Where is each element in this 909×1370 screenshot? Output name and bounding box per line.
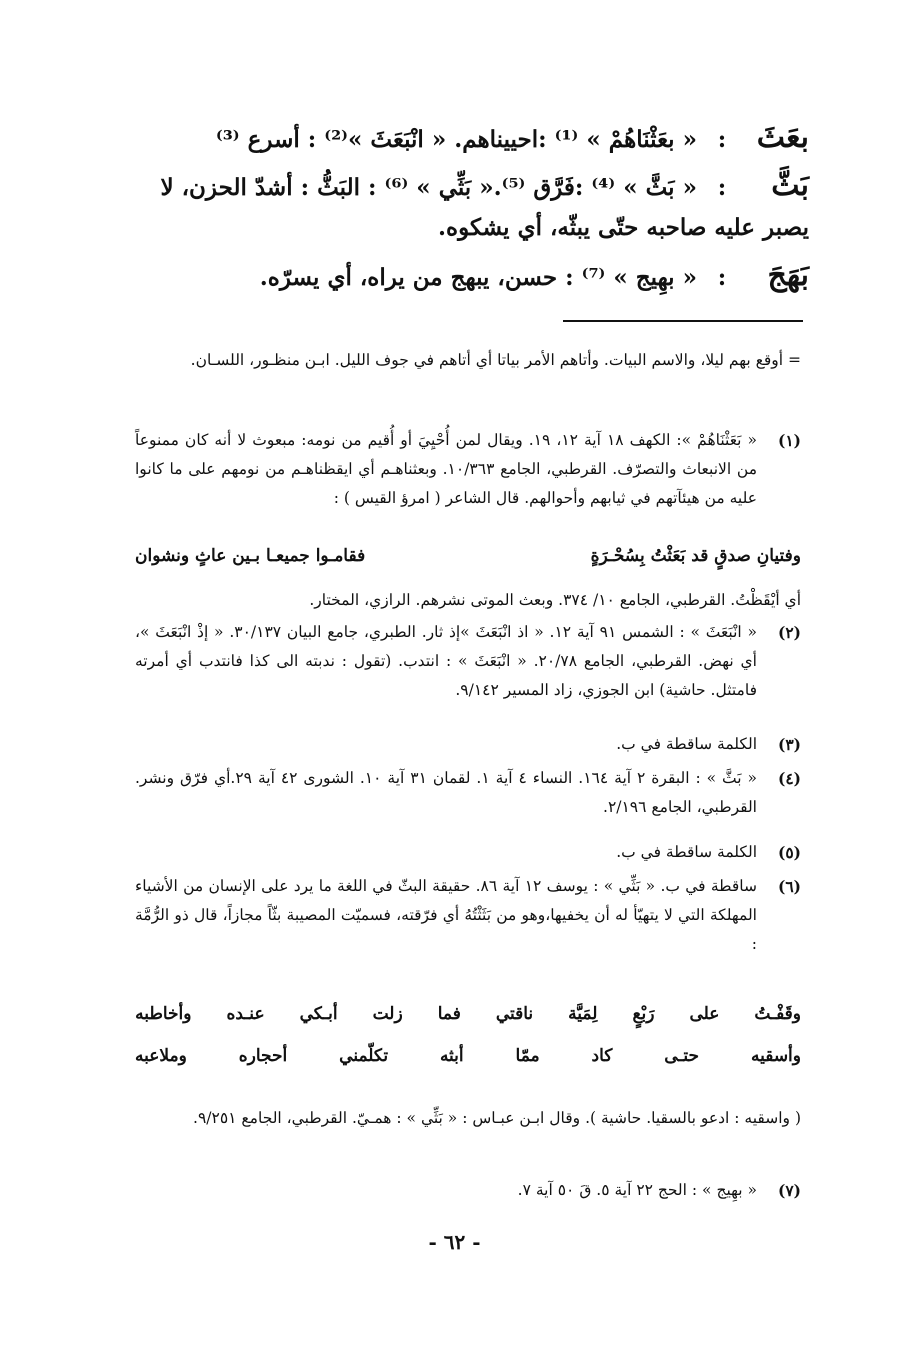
footnote-6-after-verse: ( واسقيه : ادعو بالسقيا. حاشية ). وقال ابـن عبـاس : « بَثِّي » : همـيّ. القرطبي، الجامع ٩/٢٥١. <box>193 1109 801 1127</box>
entry-colon: : <box>717 174 727 201</box>
verse-word: وملاعبه <box>135 1046 187 1066</box>
footnote-number: (٢) <box>777 623 801 642</box>
verse-word: لِمَيَّة <box>568 1004 598 1024</box>
footnote-text: الكلمة ساقطة في ب. <box>616 735 757 753</box>
footnote-text: « بَعَثْنَاهُمْ »: الكهف ١٨ آية ١٢، ١٩. ويقال لمن أُحْيِيَ أو أُقيم من نومه: مبعوث لا أنه كان ممنوعاً من الانبعاث والتصرّف. القرطبي، الجامع ١٠/٣٦٣. وبعثناهـم أي ايقظناهـم من نومهم على ما كانوا عليه من هيئآتهم في ثيابهم وأحوالهم. قال الشاعر ( امرؤ القيس ) : <box>135 431 757 507</box>
footnote-text: « بهِيج » : الحج ٢٢ آية ٥. قَ ٥٠ آية ٧. <box>517 1181 757 1199</box>
footnote-1-after-verse: أي أيْقَظْتُ. القرطبي، الجامع ١٠/ ٣٧٤. وبعث الموتى نشرهم. الرازي، المختار. <box>309 591 801 609</box>
footnote-1 <box>135 426 801 513</box>
footnote-4 <box>135 764 801 822</box>
verse-hemistich-2: فقامـوا جميعـا بـين عاثٍ ونشوان <box>135 546 366 566</box>
verse-word: أحجاره <box>238 1046 288 1066</box>
footnote-text: « بَثَّ » : البقرة ٢ آية ١٦٤. النساء ٤ آية ١. لقمان ٣١ آية ١٠. الشورى ٤٢ آية ٢٩.أي فرّق ونشر. القرطبي، الجامع ٢/١٩٦. <box>135 769 758 816</box>
verse-word: أبـكي <box>299 1004 338 1024</box>
entry-text: « بهِيج » ⁽⁷⁾ : حسن، يبهج من يراه، أي يسرّه. <box>259 264 697 291</box>
footnote-text: الكلمة ساقطة في ب. <box>616 843 757 861</box>
footnote-number: (١) <box>777 431 801 450</box>
footnote-3 <box>135 730 801 759</box>
footnote-number: (٧) <box>777 1181 801 1200</box>
footnote-number: (٤) <box>777 769 801 788</box>
footnote-number: (٥) <box>777 843 801 862</box>
verse-word: ممّا <box>515 1046 540 1066</box>
verse-word: زلت <box>372 1004 403 1024</box>
verse-word: حتـى <box>664 1046 700 1066</box>
verse-word: تكلّمني <box>339 1046 389 1066</box>
footnote-text: ساقطة في ب. « بَثِّي » : يوسف ١٢ آية ٨٦. حقيقة البثّ في اللغة ما يرد على الإنسان من الأشياء المهلكة التي لا يتهيّأ له أن يخفيها،وهو من بَثَثْتُهُ أي فرّقته، فسميّت المصيبة بثّاً مجازاً، قال ذو الرُّمَّة : <box>135 877 757 953</box>
verse-word: رَبْعٍ <box>632 1004 655 1024</box>
verse-word: فما <box>437 1004 461 1024</box>
verse-word: أبثه <box>439 1046 464 1066</box>
verse-word: ناقتي <box>495 1004 534 1024</box>
page-number: - ٦٢ - <box>428 1230 481 1254</box>
entry-headword: بعَثَ <box>756 120 809 155</box>
verse-word: وأخاطبه <box>135 1004 192 1024</box>
entry-colon: : <box>717 126 727 153</box>
verse-dhu-al-rumma-1 <box>135 1004 801 1024</box>
footnote-6 <box>135 872 801 959</box>
entry-headword: بَهَجَ <box>767 258 809 293</box>
footnote-separator <box>563 320 803 322</box>
footnote-number: (٦) <box>777 877 801 896</box>
footnote-text: « انْبَعَثَ » : الشمس ٩١ آية ١٢. « اذ انْبَعَثَ »إذ ثار. الطبري، جامع البيان ٣٠/١٣٧. « إذْ انْبَعَثَ »، أي نهض. القرطبي، الجامع ٢٠/٧٨. « انْبَعَثَ » : انتدب. (تقول : ندبته الى كذا فانتدب أي أمرته فامتثل. حاشية) ابن الجوزي، زاد المسير ٩/١٤٢. <box>135 623 757 699</box>
entry-text: « بَثَّ » ⁽⁴⁾ :فَرَّق ⁽⁵⁾.« بَثِّي » ⁽⁶⁾ : البَثُّ : أشدّ الحزن، لا يصبر عليه صاحبه حتّى يبثّه، أي يشكوه. <box>160 174 809 241</box>
footnote-continuation: = أوقع بهم ليلا، والاسم البيات. وأتاهم الأمر بياتا أي أتاهم في جوف الليل. ابـن منظـور، اللسـان. <box>190 351 801 369</box>
entry-baatha <box>135 118 809 160</box>
entry-baththa <box>135 166 809 248</box>
verse-word: وقَفْـتُ <box>754 1004 801 1024</box>
footnote-number: (٣) <box>777 735 801 754</box>
entry-bahaja <box>135 256 809 298</box>
verse-word: وأسقيه <box>750 1046 801 1066</box>
entry-colon: : <box>717 264 727 291</box>
verse-word: على <box>689 1004 720 1024</box>
verse-word: كاد <box>591 1046 613 1066</box>
verse-hemistich-1: وفتيانِ صدقٍ قد بَعَثْتُ بِسُحْـرَةٍ <box>590 546 801 566</box>
verse-imru-al-qays <box>135 546 801 566</box>
entry-text: « بعَثْنَاهُمْ » ⁽¹⁾ :احييناهم. « انْبَعَثَ »⁽²⁾ : أسرع ⁽³⁾ <box>215 126 697 153</box>
footnote-2 <box>135 618 801 705</box>
verse-word: عنـده <box>226 1004 265 1024</box>
entry-headword: بَثَّ <box>771 168 809 203</box>
footnote-5 <box>135 838 801 867</box>
verse-dhu-al-rumma-2 <box>135 1046 801 1066</box>
footnote-7 <box>135 1176 801 1205</box>
